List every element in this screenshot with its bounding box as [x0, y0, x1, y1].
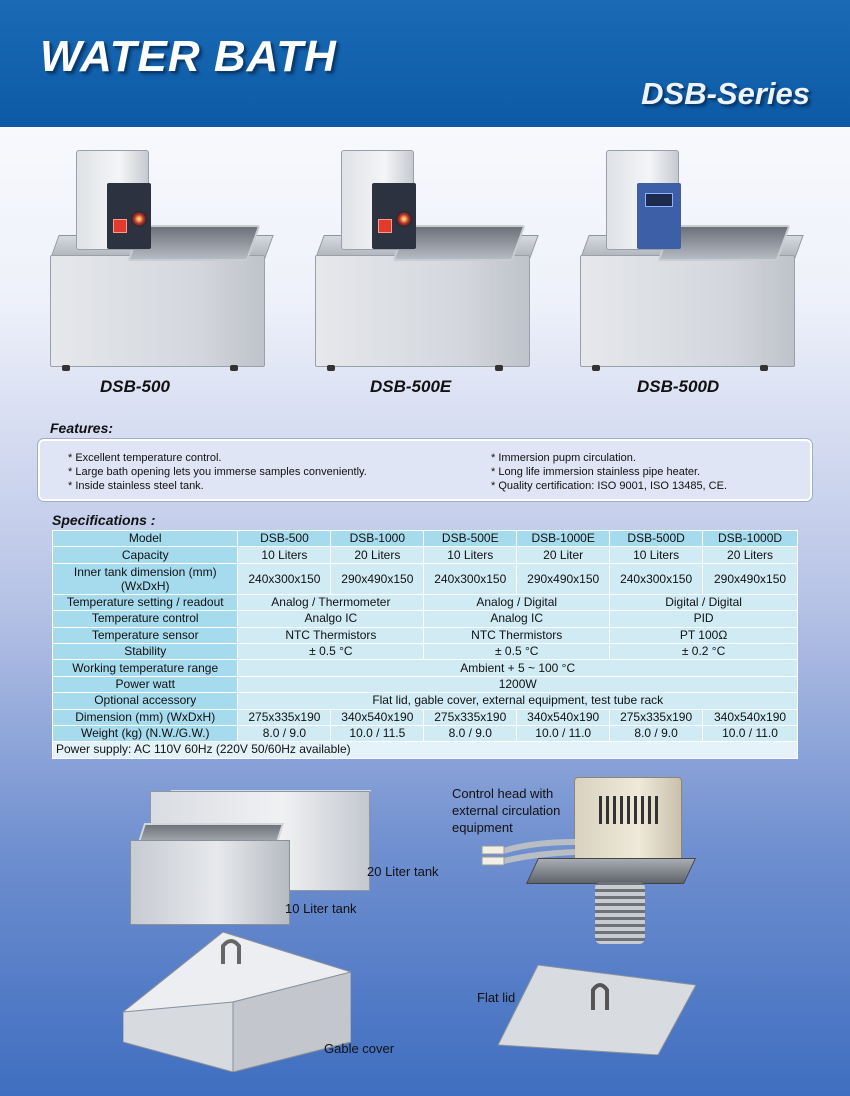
- model-cell: DSB-1000E: [517, 531, 610, 547]
- table-cell: 10.0 / 11.5: [331, 725, 424, 741]
- table-cell: 10 Liters: [424, 547, 517, 563]
- table-cell: 20 Liters: [331, 547, 424, 563]
- page-title: WATER BATH: [40, 32, 337, 81]
- table-cell: 240x300x150: [238, 563, 331, 594]
- model-cell: DSB-500E: [424, 531, 517, 547]
- table-cell: 340x540x190: [517, 709, 610, 725]
- table-cell: Flat lid, gable cover, external equipment, test tube rack: [238, 693, 798, 709]
- header-banner: [0, 0, 850, 127]
- model-cell: DSB-1000D: [703, 531, 798, 547]
- table-row: [53, 676, 798, 692]
- product-caption: DSB-500E: [370, 377, 452, 396]
- row-label: [53, 563, 238, 594]
- gable-cover-label: Gable cover: [324, 1041, 395, 1056]
- tank-20-label: 20 Liter tank: [367, 864, 439, 879]
- feature-item: * Long life immersion stainless pipe heater.: [491, 466, 701, 478]
- features-title: Features:: [50, 420, 114, 436]
- table-cell: Analog / Digital: [424, 594, 610, 610]
- row-label: Working temperature range: [53, 660, 238, 676]
- table-row: [53, 563, 798, 594]
- table-cell: PT 100Ω: [610, 627, 798, 643]
- row-label-line: (WxDxH): [120, 578, 170, 593]
- table-cell: PID: [610, 611, 798, 627]
- table-cell: 240x300x150: [610, 563, 703, 594]
- table-cell: 240x300x150: [424, 563, 517, 594]
- row-label: Optional accessory: [53, 693, 238, 709]
- row-label: Stability: [53, 643, 238, 659]
- control-head-image: [574, 777, 682, 865]
- table-row: [53, 531, 798, 547]
- table-cell: 275x335x190: [424, 709, 517, 725]
- row-label: Power watt: [53, 676, 238, 692]
- control-head-label: [452, 785, 560, 836]
- table-cell: Analgo IC: [238, 611, 424, 627]
- table-cell: 1200W: [238, 676, 798, 692]
- row-label-line: Inner tank dimension (mm): [73, 564, 217, 579]
- power-supply-note: Power supply: AC 110V 60Hz (220V 50/60Hz available): [53, 742, 798, 758]
- table-cell: 290x490x150: [703, 563, 798, 594]
- table-cell: 10.0 / 11.0: [517, 725, 610, 741]
- table-row: [53, 742, 798, 758]
- table-row: [53, 725, 798, 741]
- heater-coil: [595, 882, 645, 944]
- table-cell: ± 0.5 °C: [238, 643, 424, 659]
- table-cell: 275x335x190: [238, 709, 331, 725]
- table-row: [53, 547, 798, 563]
- features-box: [38, 439, 812, 501]
- row-label: Dimension (mm) (WxDxH): [53, 709, 238, 725]
- row-label: Model: [53, 531, 238, 547]
- row-label: Weight (kg) (N.W./G.W.): [53, 725, 238, 741]
- table-cell: 275x335x190: [610, 709, 703, 725]
- row-label: Temperature control: [53, 611, 238, 627]
- table-cell: 290x490x150: [517, 563, 610, 594]
- table-cell: NTC Thermistors: [424, 627, 610, 643]
- gable-cover-image: [123, 932, 351, 1072]
- table-cell: 20 Liters: [703, 547, 798, 563]
- feature-item: * Inside stainless steel tank.: [68, 480, 204, 492]
- table-cell: 290x490x150: [331, 563, 424, 594]
- table-row: [53, 693, 798, 709]
- table-row: [53, 611, 798, 627]
- control-head-label-line: external circulation: [452, 803, 561, 818]
- table-cell: 10.0 / 11.0: [703, 725, 798, 741]
- table-cell: ± 0.5 °C: [424, 643, 610, 659]
- control-head-label-line: Control head with: [452, 786, 554, 801]
- row-label: Temperature setting / readout: [53, 594, 238, 610]
- table-cell: NTC Thermistors: [238, 627, 424, 643]
- model-cell: DSB-500: [238, 531, 331, 547]
- product-caption: DSB-500: [100, 377, 170, 396]
- table-cell: 8.0 / 9.0: [610, 725, 703, 741]
- table-cell: ± 0.2 °C: [610, 643, 798, 659]
- table-cell: Digital / Digital: [610, 594, 798, 610]
- feature-item: * Large bath opening lets you immerse samples conveniently.: [68, 466, 367, 478]
- tank-10-label: 10 Liter tank: [285, 901, 357, 916]
- table-cell: 8.0 / 9.0: [238, 725, 331, 741]
- table-row: [53, 660, 798, 676]
- feature-item: * Quality certification: ISO 9001, ISO 13485, CE.: [491, 480, 728, 492]
- product-image-dsb-500e: [315, 145, 545, 375]
- flat-lid-image: [498, 965, 696, 1055]
- table-cell: 10 Liters: [610, 547, 703, 563]
- flat-lid-label: Flat lid: [477, 990, 516, 1005]
- hose-fittings: [480, 832, 580, 882]
- table-row: [53, 627, 798, 643]
- series-title: DSB-Series: [641, 76, 810, 111]
- table-row: [53, 594, 798, 610]
- model-cell: DSB-1000: [331, 531, 424, 547]
- model-cell: DSB-500D: [610, 531, 703, 547]
- table-cell: Ambient + 5 ~ 100 °C: [238, 660, 798, 676]
- control-head-label-line: equipment: [452, 820, 513, 835]
- row-label: Capacity: [53, 547, 238, 563]
- feature-item: * Immersion pupm circulation.: [491, 452, 636, 464]
- table-cell: 340x540x190: [331, 709, 424, 725]
- specifications-title: Specifications :: [52, 512, 156, 528]
- table-row: [53, 709, 798, 725]
- table-cell: 8.0 / 9.0: [424, 725, 517, 741]
- product-image-dsb-500d: [580, 145, 810, 375]
- feature-item: * Excellent temperature control.: [68, 452, 222, 464]
- row-label: Temperature sensor: [53, 627, 238, 643]
- table-cell: 10 Liters: [238, 547, 331, 563]
- table-cell: 20 Liter: [517, 547, 610, 563]
- product-image-dsb-500: [50, 145, 280, 375]
- product-caption: DSB-500D: [637, 377, 720, 396]
- table-cell: Analog IC: [424, 611, 610, 627]
- tank-10-liter-image: [130, 840, 290, 925]
- specifications-table: [52, 530, 798, 759]
- table-cell: Analog / Thermometer: [238, 594, 424, 610]
- table-cell: 340x540x190: [703, 709, 798, 725]
- table-row: [53, 643, 798, 659]
